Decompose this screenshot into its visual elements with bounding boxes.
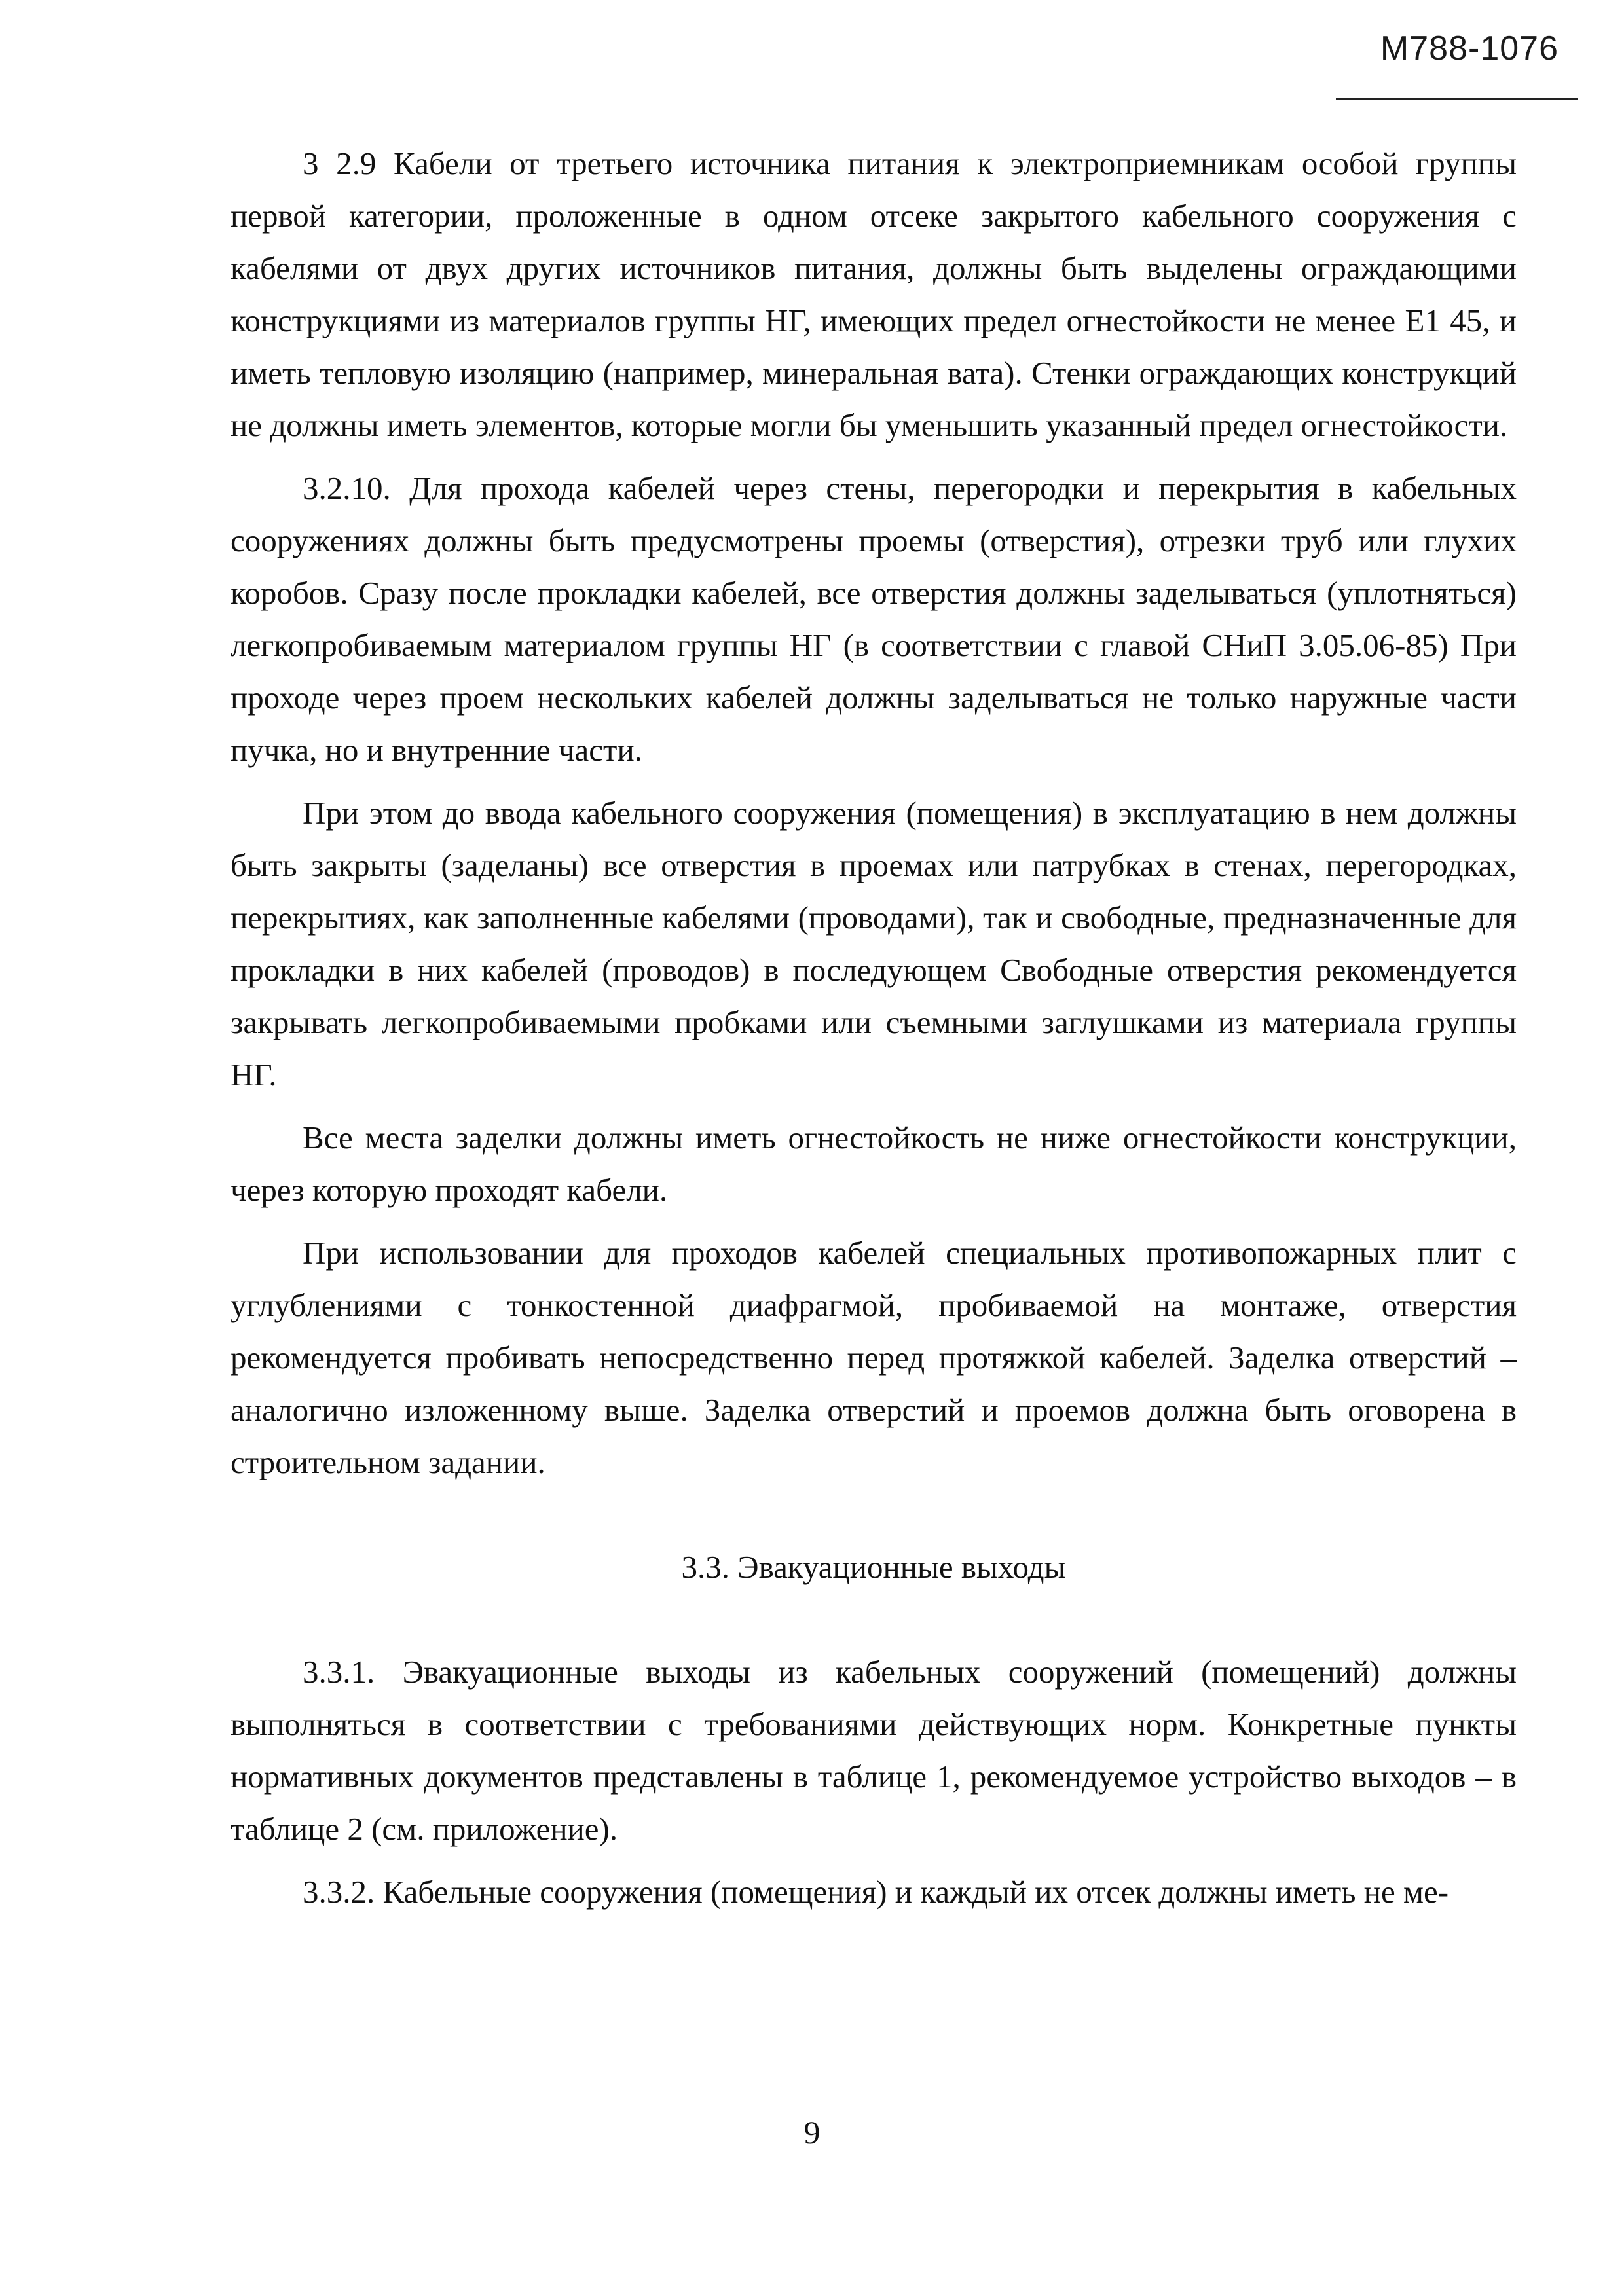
page-number: 9: [803, 2114, 821, 2151]
header-underline: [1336, 98, 1578, 100]
paragraph-3-2-10: 3.2.10. Для прохода кабелей через стены, перегородки и перекрытия в кабельных сооружениях должны быть предусмотрены проемы (отверстия), отрезки труб или глухих коробов. Сразу после прокладки кабелей, все отверстия должны заделываться (уплотняться) легкопробиваемым материалом группы НГ (в соответствии с главой СНиП 3.05.06-85) При проходе через проем нескольких кабелей должны заделываться не только наружные части пучка, но и внутренние части.: [231, 470, 1517, 768]
paragraph-3-3-2: 3.3.2. Кабельные сооружения (помещения) и каждый их отсек должны иметь не ме-: [303, 1874, 1449, 1910]
paragraph-3-3-1: 3.3.1. Эвакуационные выходы из кабельных сооружений (помещений) должны выполняться в соответствии с требованиями действующих норм. Конкретные пункты нормативных документов представлены в таблице 1, рекомендуемое устройство выходов – в таблице 2 (см. приложение).: [231, 1654, 1517, 1847]
document-body: [231, 137, 1517, 1929]
document-code: M788-1076: [1380, 29, 1559, 67]
paragraph-fire-resistance: Все места заделки должны иметь огнестойкость не ниже огнестойкости конструкции, через которую проходят кабели.: [231, 1120, 1517, 1208]
paragraph-openings: При этом до ввода кабельного сооружения (помещения) в эксплуатацию в нем должны быть закрыты (заделаны) все отверстия в проемах или патрубках в стенах, перегородках, перекрытиях, как заполненные кабелями (проводами), так и свободные, предназначенные для прокладки в них кабелей (проводов) в последующем Свободные отверстия рекомендуется закрывать легкопробиваемыми пробками или съемными заглушками из материала группы НГ.: [231, 795, 1517, 1093]
paragraph-3-2-9: 3 2.9 Кабели от третьего источника питания к электроприемникам особой группы первой категории, проложенные в одном отсеке закрытого кабельного сооружения с кабелями от двух других источников питания, должны быть выделены ограждающими конструкциями из материалов группы НГ, имеющих предел огнестойкости не менее Е1 45, и иметь тепловую изоляцию (например, минеральная вата). Стенки ограждающих конструкций не должны иметь элементов, которые могли бы уменьшить указанный предел огнестойкости.: [231, 145, 1517, 443]
paragraph-fireproof-plates: При использовании для проходов кабелей специальных противопожарных плит с углублениями с тонкостенной диафрагмой, пробиваемой на монтаже, отверстия рекомендуется пробивать непосредственно перед протяжкой кабелей. Заделка отверстий – аналогично изложенному выше. Заделка отверстий и проемов должна быть оговорена в строительном задании.: [231, 1235, 1517, 1480]
section-heading: 3.3. Эвакуационные выходы: [681, 1549, 1066, 1585]
